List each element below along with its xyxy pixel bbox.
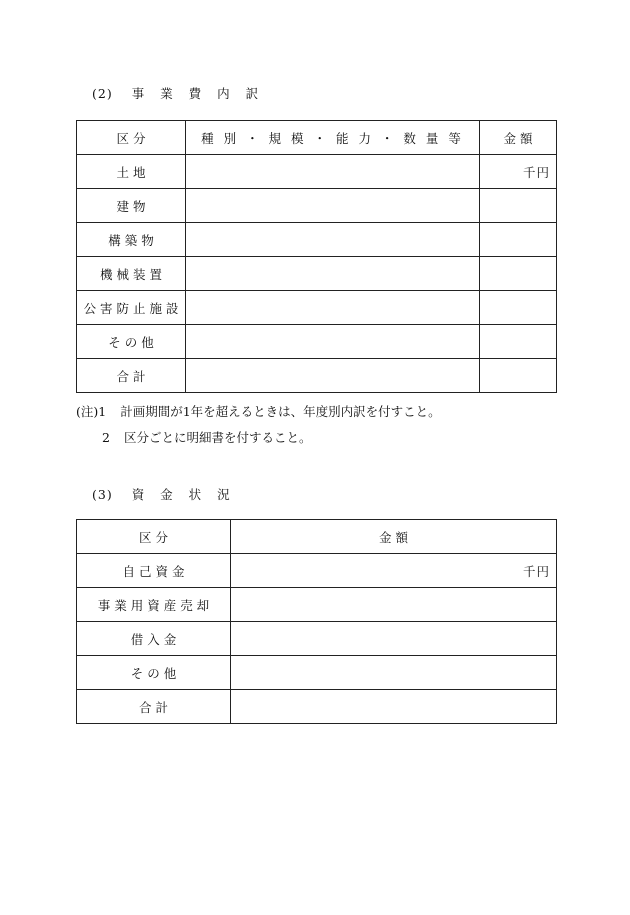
row-label: そ の 他 bbox=[77, 325, 186, 359]
details-cell[interactable] bbox=[186, 189, 480, 223]
note-2-text: 区分ごとに明細書を付すること。 bbox=[123, 430, 312, 445]
table-row bbox=[77, 690, 557, 724]
section-2-number: (2) bbox=[92, 86, 113, 101]
amount-cell[interactable] bbox=[231, 690, 557, 724]
details-cell[interactable] bbox=[186, 223, 480, 257]
amount-cell[interactable] bbox=[480, 291, 557, 325]
row-label: 公 害 防 止 施 設 bbox=[77, 291, 186, 325]
details-cell[interactable] bbox=[186, 359, 480, 393]
details-cell[interactable] bbox=[186, 291, 480, 325]
note-1-text: 計画期間が1年を超えるときは、年度別内訳を付すこと。 bbox=[120, 404, 441, 419]
row-label: 合 計 bbox=[77, 359, 186, 393]
row-label: 合 計 bbox=[77, 690, 231, 724]
table-row bbox=[77, 554, 557, 588]
amount-cell[interactable] bbox=[231, 656, 557, 690]
note-2 bbox=[102, 428, 311, 446]
amount-cell[interactable] bbox=[480, 189, 557, 223]
note-2-number: 2 bbox=[102, 430, 110, 445]
table-row bbox=[77, 588, 557, 622]
amount-cell[interactable] bbox=[480, 223, 557, 257]
project-cost-table bbox=[76, 120, 557, 393]
row-label: 建 物 bbox=[77, 189, 186, 223]
table-row bbox=[77, 189, 557, 223]
amount-cell[interactable] bbox=[231, 622, 557, 656]
table-row bbox=[77, 155, 557, 189]
note-1 bbox=[76, 402, 441, 420]
header-category: 区 分 bbox=[77, 520, 231, 554]
row-label: 機 械 装 置 bbox=[77, 257, 186, 291]
table-row bbox=[77, 656, 557, 690]
row-label: そ の 他 bbox=[77, 656, 231, 690]
row-label: 借 入 金 bbox=[77, 622, 231, 656]
section-3-number: (3) bbox=[92, 487, 113, 502]
table-row bbox=[77, 291, 557, 325]
amount-cell[interactable] bbox=[480, 359, 557, 393]
row-label: 構 築 物 bbox=[77, 223, 186, 257]
table-header-row bbox=[77, 121, 557, 155]
header-amount: 金 額 bbox=[231, 520, 557, 554]
header-category: 区 分 bbox=[77, 121, 186, 155]
header-details: 種 別 ・ 規 模 ・ 能 力 ・ 数 量 等 bbox=[186, 121, 480, 155]
section-3-title bbox=[92, 485, 236, 503]
table-row bbox=[77, 622, 557, 656]
table-row bbox=[77, 257, 557, 291]
table-row bbox=[77, 325, 557, 359]
table-header-row bbox=[77, 520, 557, 554]
amount-cell[interactable] bbox=[480, 257, 557, 291]
amount-cell[interactable]: 千円 bbox=[480, 155, 557, 189]
row-label: 事 業 用 資 産 売 却 bbox=[77, 588, 231, 622]
section-2-title bbox=[92, 84, 264, 102]
header-amount: 金 額 bbox=[480, 121, 557, 155]
amount-cell[interactable] bbox=[480, 325, 557, 359]
row-label: 自 己 資 金 bbox=[77, 554, 231, 588]
section-2-heading: 事 業 費 内 訳 bbox=[131, 86, 265, 101]
details-cell[interactable] bbox=[186, 257, 480, 291]
fund-status-table bbox=[76, 519, 557, 724]
details-cell[interactable] bbox=[186, 155, 480, 189]
amount-cell[interactable] bbox=[231, 588, 557, 622]
note-prefix: (注)1 bbox=[76, 404, 107, 419]
amount-cell[interactable]: 千円 bbox=[231, 554, 557, 588]
details-cell[interactable] bbox=[186, 325, 480, 359]
table-row bbox=[77, 223, 557, 257]
row-label: 土 地 bbox=[77, 155, 186, 189]
table-row bbox=[77, 359, 557, 393]
section-3-heading: 資 金 状 況 bbox=[131, 487, 236, 502]
